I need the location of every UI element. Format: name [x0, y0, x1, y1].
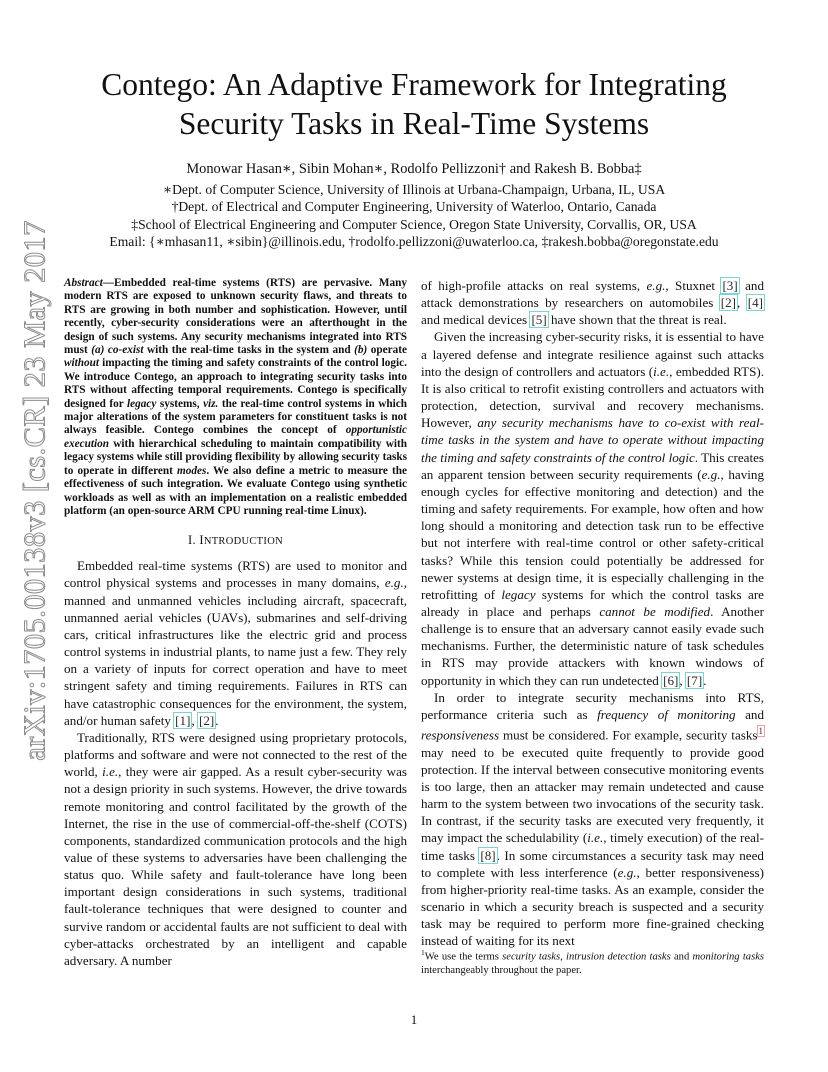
citation-link[interactable]: [8]	[480, 847, 496, 863]
paragraph-emphasis: e.g.,	[646, 278, 669, 293]
paragraph-emphasis: cannot be modified	[599, 603, 711, 619]
section-heading-introduction	[64, 532, 407, 550]
abstract-text: Embedded real-time systems (RTS) are pervasive. Many modern RTS are exposed to unknown security flaws, and threats to RTS are growing in both number and sophistication. However, until recently, cyber-security considerations were an afterthought in the design of such systems. Any security mechanisms integrated into RTS must	[64, 277, 407, 357]
paragraph-text: and medical devices	[421, 312, 531, 328]
paragraph-emphasis: e.g.,	[617, 864, 640, 880]
citation-link[interactable]: [3]	[722, 278, 738, 293]
paragraph-text: manned and unmanned vehicles including aircraft, spacecraft, unmanned aerial vehicles (UAVs), submarines and self-driving cars, critical infrastructures like the electric grid and process control systems in industrial plants, to name just a few. They rely on a variety of inputs for correct operation and have to meet stringent safety and timing requirements. Failures in RTS can have catastrophic consequences for the environment, the system, and/or human safety	[64, 592, 407, 728]
paragraph-text: may need to be executed quite frequently to provide good protection. If the interval between consecutive monitoring events is too large, then an attacker may remain undetected and cause harm to the system between two invocations of the security task. In contrast, if the security tasks are executed very frequently, it may impact the schedulability (	[421, 744, 764, 846]
footnote-1	[421, 946, 764, 977]
arxiv-identifier-stamp	[15, 219, 55, 761]
abstract	[64, 277, 407, 518]
paper-title	[60, 65, 768, 143]
paragraph-text: ,	[679, 672, 686, 688]
abstract-emphasis: opportunistic execution	[64, 424, 407, 450]
paragraph-text: of high-profile attacks on real systems,	[421, 278, 647, 293]
abstract-text: operate	[367, 344, 407, 357]
footnote-text: and	[670, 951, 693, 963]
paragraph-text: must be considered. For example, security tasks	[499, 727, 758, 743]
affiliation-3: ‡School of Electrical Engineering and Computer Science, Oregon State University, Corvallis, OR, USA	[131, 216, 697, 232]
paragraph-emphasis: i.e.,	[102, 764, 122, 780]
author-emails: Email: {∗mhasan11, ∗sibin}@illinois.edu, †rodolfo.pellizzoni@uwaterloo.ca, ‡rakesh.bobba@oregonstate.edu	[109, 234, 719, 250]
paragraph-text: timely execution) of the real-time tasks	[421, 830, 764, 863]
section-number: I.	[188, 533, 200, 548]
paragraph-text: they were air gapped. As a result cyber-security was not a design priority in such systems. However, the drive towards remote monitoring and control facilitated by the growth of the Internet, the rise in the use of commercial-off-the-shelf (COTS) components, standardized communication protocols and the high value of these systems to adversaries have been challenging the status quo. While safety and fault-tolerance have long been important design considerations in such systems, traditional fault-tolerance techniques that were designed to counter and survive random or accidental faults are not sufficient to deal with cyber-attacks orchestrated by an intelligent and capable adversary. A number	[64, 764, 407, 968]
abstract-text: systems,	[156, 397, 204, 410]
section-title-rest: NTRODUCTION	[203, 536, 283, 548]
paragraph-text: ,	[191, 712, 198, 728]
section-title-initial: I	[199, 533, 204, 548]
author-block	[60, 161, 768, 251]
paragraph-emphasis: i.e.,	[653, 363, 673, 379]
citation-link[interactable]: [1]	[175, 712, 191, 728]
abstract-label: Abstract	[64, 277, 103, 289]
paragraph-text: Given the increasing cyber-security risks, it is essential to have a layered defense and integrate resilience against such attacks into the design of controllers and actuators (	[421, 329, 764, 379]
paragraph-text: have shown that the threat is real.	[547, 312, 727, 328]
footnote-emphasis: monitoring tasks	[692, 951, 765, 963]
affiliation-1: ∗Dept. of Computer Science, University of Illinois at Urbana-Champaign, Urbana, IL, USA	[162, 181, 666, 197]
citation-link[interactable]: [2]	[720, 295, 737, 311]
intro-paragraph-2-continued	[421, 277, 764, 328]
paragraph-emphasis: legacy	[501, 586, 536, 602]
intro-paragraph-4	[421, 689, 764, 950]
abstract-text: with the real-time tasks in the system and	[143, 344, 355, 357]
right-column	[421, 277, 764, 949]
abstract-emphasis: legacy	[127, 397, 157, 410]
affiliation-2: †Dept. of Electrical and Computer Engineering, University of Waterloo, Ontario, Canada	[171, 199, 657, 215]
abstract-text: . We also define a metric to measure the effectiveness of such integration. We evaluate Contego using synthetic workloads as well as with an implementation on a realistic embedded platform (an open-source ARM CPU running real-time Linux).	[64, 464, 407, 517]
paragraph-text: . In some circumstances a security task may need to complete with less interference (	[421, 847, 764, 880]
paragraph-emphasis: e.g.,	[384, 575, 407, 591]
paragraph-text: embedded RTS). It is also critical to retrofit existing controllers and actuators with protection, detection, survival and recovery mechanisms. However,	[421, 363, 764, 431]
citation-link[interactable]: [2]	[199, 712, 215, 728]
footnote-mark: 1	[421, 948, 425, 957]
paragraph-emphasis: frequency of monitoring	[597, 706, 736, 722]
abstract-emphasis: (a) co-exist	[91, 344, 144, 357]
paragraph-text: Embedded real-time systems (RTS) are used to monitor and control physical systems and processes in many domains,	[64, 558, 407, 591]
title-line-2: Security Tasks in Real-Time Systems	[178, 106, 650, 141]
abstract-dash: —	[102, 277, 115, 289]
footnote-text: interchangeably throughout the paper.	[421, 964, 582, 976]
paragraph-text: systems for which the control tasks are already in place and perhaps	[421, 586, 764, 619]
paragraph-text: having enough cycles for effective monitoring and detection) and the timing and safety requirements. For example, how often and how long should a monitoring and detection task run to be effective but not interfere with real-time control or other safety-critical tasks? While this tension could potentially be addressed for newer systems at design time, it is especially challenging in the retrofitting of	[421, 466, 764, 602]
paragraph-text: Traditionally, RTS were designed using proprietary protocols, platforms and software and were not connected to the rest of the world,	[64, 729, 407, 780]
paragraph-text: .	[703, 672, 707, 688]
footnote-text: ,	[560, 951, 566, 963]
paragraph-emphasis: responsiveness	[421, 727, 500, 743]
paragraph-text: ,	[737, 295, 747, 311]
paragraph-emphasis: e.g.,	[701, 466, 724, 482]
intro-paragraph-1	[64, 557, 407, 729]
paragraph-text: . This creates an apparent tension between security requirements (	[421, 449, 764, 482]
left-column	[64, 277, 407, 969]
abstract-text: with hierarchical scheduling to maintain compatibility with legacy systems while still providing flexibility by allowing security tasks to operate in different	[64, 437, 407, 477]
footnote-emphasis: intrusion detection tasks	[566, 951, 671, 963]
citation-link[interactable]: [4]	[747, 295, 764, 311]
abstract-text: impacting the timing and safety constraints of the control logic. We introduce Contego, an approach to integrating security tasks into RTS without affecting temporal requirements. Contego is specifically designed for	[64, 357, 407, 410]
abstract-emphasis: modes	[176, 464, 207, 477]
title-line-1: Contego: An Adaptive Framework for Integrating	[101, 67, 727, 102]
paragraph-text: and	[735, 706, 764, 722]
paragraph-text: In order to integrate security mechanisms into RTS, performance criteria such as	[421, 689, 764, 722]
abstract-emphasis: (b)	[354, 344, 368, 357]
author-list: Monowar Hasan∗, Sibin Mohan∗, Rodolfo Pellizzoni† and Rakesh B. Bobba‡	[186, 161, 642, 177]
page-number: 1	[410, 1012, 418, 1027]
footnote-text: We use the terms	[424, 951, 503, 963]
intro-paragraph-3	[421, 328, 764, 688]
citation-link[interactable]: [5]	[531, 312, 547, 328]
citation-link[interactable]: [7]	[686, 672, 703, 688]
citation-link[interactable]: [6]	[663, 672, 679, 688]
paragraph-emphasis: i.e.,	[587, 830, 607, 846]
paragraph-emphasis: any security mechanisms have to co-exist with real-time tasks in the system and have to operate without impacting the timing and safety constraints of the control logic	[421, 415, 764, 465]
abstract-emphasis: without	[64, 357, 100, 370]
footnote-emphasis: security tasks	[502, 951, 561, 963]
abstract-text: the real-time control systems in which major alterations of the system parameters for constituent tasks is not always feasible. Contego combines the concept of	[64, 397, 408, 437]
footnote-reference-link[interactable]: 1	[758, 726, 763, 737]
intro-paragraph-2	[64, 729, 407, 969]
paragraph-text: Stuxnet	[668, 278, 722, 293]
paragraph-text: and attack demonstrations by researchers on automobiles	[421, 278, 764, 311]
paragraph-text: .	[215, 712, 219, 728]
paragraph-text: better responsiveness) from higher-priority real-time tasks. As an example, consider the scenario in which a security breach is suspected and a security task may be required to perform more fine-grained checking instead of waiting for its next	[421, 864, 764, 949]
abstract-emphasis: viz.	[203, 397, 219, 410]
paragraph-text: . Another challenge is to ensure that an adversary cannot easily evade such mechanisms. Further, the deterministic nature of task schedules in RTS may provide attackers with known windows of opportunity in which they can run undetected	[421, 603, 765, 688]
arxiv-identifier-text: arXiv:1705.00138v3 [cs.CR] 23 May 2017	[17, 219, 52, 761]
